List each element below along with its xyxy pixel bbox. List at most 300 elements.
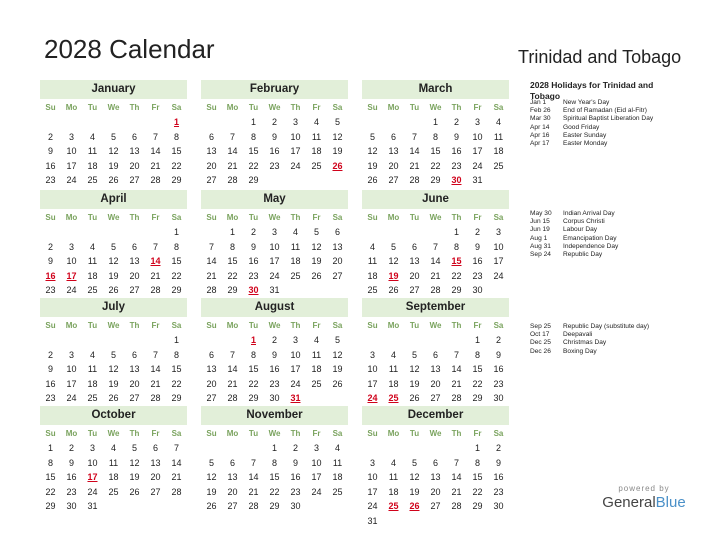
day-cell: 23 (269, 160, 280, 171)
day-cell: 27 (129, 175, 140, 186)
day-cell: 23 (248, 270, 259, 281)
day-cell: 14 (227, 364, 238, 375)
week-row (362, 470, 509, 485)
day-cell: 11 (311, 131, 322, 142)
holiday-date: Sep 24 (530, 250, 551, 258)
day-cell: 13 (332, 241, 343, 252)
day-cell: 5 (208, 457, 214, 468)
day-cell: 11 (87, 256, 98, 267)
weekday-header (201, 101, 348, 115)
day-cell: 17 (367, 486, 378, 497)
day-cell (40, 115, 61, 130)
day-cell: 23 (493, 486, 504, 497)
day-cell: 7 (152, 349, 158, 360)
day-cell: 8 (173, 131, 179, 142)
day-cell: 2 (250, 227, 256, 237)
day-cell: 25 (87, 175, 98, 186)
day-cell: 10 (367, 364, 378, 375)
weekday-header (40, 211, 187, 225)
weekday-label: We (429, 213, 442, 222)
day-cell: 19 (108, 160, 119, 171)
day-cell: 21 (206, 270, 217, 281)
week-row (40, 499, 187, 514)
day-cell: 28 (206, 285, 217, 296)
weekday-label: Tu (248, 103, 259, 112)
day-cell: 22 (171, 270, 182, 281)
holiday-row (530, 243, 700, 251)
holiday-date: Apr 17 (530, 139, 550, 147)
day-cell: 7 (208, 241, 214, 252)
day-cell (40, 333, 61, 348)
day-cell: 10 (269, 241, 280, 252)
weekday-label: Th (451, 213, 462, 222)
day-cell (145, 225, 166, 240)
week-row (201, 173, 348, 188)
day-cell: 17 (367, 378, 378, 389)
day-cell: 30 (493, 393, 504, 404)
day-cell (124, 333, 145, 348)
weekday-label: Mo (226, 213, 239, 222)
day-cell: 8 (474, 457, 480, 468)
weekday-label: Mo (65, 429, 78, 438)
week-row (201, 283, 348, 298)
day-cell: 8 (271, 457, 277, 468)
day-cell: 7 (229, 131, 235, 142)
day-cell: 24 (290, 378, 301, 389)
day-cell: 7 (250, 457, 256, 468)
month-march (362, 80, 509, 188)
weekday-label: Su (206, 103, 217, 112)
day-cell: 18 (332, 472, 343, 483)
day-cell (103, 499, 124, 514)
holiday-group (530, 99, 700, 148)
day-cell: 6 (131, 131, 137, 142)
weekday-label: Fr (151, 429, 160, 438)
day-cell (383, 115, 404, 130)
day-cell: 22 (45, 486, 56, 497)
day-cell (201, 333, 222, 348)
day-cell: 6 (208, 349, 214, 360)
holiday-day: 26 (409, 501, 420, 512)
day-cell: 23 (66, 486, 77, 497)
day-cell: 16 (248, 256, 259, 267)
day-cell: 7 (432, 241, 438, 252)
day-cell: 18 (493, 146, 504, 157)
day-cell: 14 (451, 364, 462, 375)
day-cell: 2 (292, 443, 298, 453)
page-title: 2028 Calendar (44, 34, 215, 64)
holiday-row (530, 235, 700, 243)
week-row (362, 283, 509, 298)
day-cell (222, 441, 243, 456)
holiday-name: Emancipation Day (563, 234, 617, 242)
weekday-header (40, 427, 187, 441)
month-june (362, 190, 509, 298)
weekday-label: We (268, 213, 281, 222)
weekday-label: Sa (493, 321, 504, 330)
holiday-name: Corpus Christi (563, 218, 605, 226)
day-cell: 15 (227, 256, 238, 267)
day-cell (362, 225, 383, 240)
week-row (362, 514, 509, 529)
day-cell: 25 (311, 378, 322, 389)
holiday-name: Deepavali (563, 331, 593, 339)
week-row (201, 115, 348, 130)
day-cell: 1 (229, 227, 235, 237)
holiday-name: Christmas Day (563, 339, 607, 347)
day-cell: 24 (87, 486, 98, 497)
weekday-label: Fr (312, 429, 321, 438)
day-cell: 4 (369, 241, 375, 252)
day-cell: 14 (171, 457, 182, 468)
day-cell: 29 (171, 285, 182, 296)
day-cell: 3 (474, 117, 480, 127)
weekday-label: Mo (387, 103, 400, 112)
day-cell: 13 (409, 256, 420, 267)
month-november (201, 406, 348, 514)
day-cell: 20 (129, 270, 140, 281)
holiday-day: 1 (173, 117, 179, 127)
holiday-row (530, 99, 700, 107)
weekday-label: We (429, 103, 442, 112)
day-cell: 9 (47, 364, 53, 375)
weekday-label: Fr (312, 213, 321, 222)
day-cell: 15 (248, 146, 259, 157)
day-cell: 28 (248, 501, 259, 512)
day-cell: 1 (453, 227, 459, 237)
day-cell (404, 225, 425, 240)
holiday-date: Apr 16 (530, 131, 550, 139)
weekday-label: Sa (171, 321, 182, 330)
day-cell: 27 (388, 175, 399, 186)
day-cell: 16 (290, 472, 301, 483)
weekday-label: Th (451, 321, 462, 330)
day-cell: 24 (367, 501, 378, 512)
holiday-day: 14 (150, 256, 161, 267)
day-cell: 2 (495, 335, 501, 345)
day-cell: 27 (430, 393, 441, 404)
day-cell: 15 (171, 364, 182, 375)
month-name: September (362, 298, 509, 317)
weekday-label: Fr (151, 321, 160, 330)
holiday-name: Republic Day (563, 250, 603, 258)
day-cell: 12 (129, 457, 140, 468)
day-cell: 8 (432, 131, 438, 142)
weekday-label: Tu (87, 429, 98, 438)
day-cell: 3 (369, 457, 375, 468)
day-cell: 26 (108, 175, 119, 186)
holiday-day: 25 (388, 393, 399, 404)
holiday-row (530, 124, 700, 132)
week-row (201, 441, 348, 456)
day-cell: 27 (129, 285, 140, 296)
day-cell: 18 (311, 146, 322, 157)
day-cell (404, 333, 425, 348)
weekday-label: Th (290, 103, 301, 112)
week-row (201, 333, 348, 348)
day-cell: 2 (495, 443, 501, 453)
day-cell: 13 (430, 472, 441, 483)
holiday-date: Feb 26 (530, 107, 551, 115)
day-cell: 20 (206, 378, 217, 389)
day-cell: 5 (334, 335, 340, 345)
day-cell: 23 (269, 378, 280, 389)
month-name: October (40, 406, 187, 425)
day-cell: 2 (47, 349, 53, 360)
day-cell: 20 (129, 160, 140, 171)
weekday-label: Sa (171, 213, 182, 222)
holiday-group (530, 210, 700, 259)
day-cell: 3 (292, 335, 298, 345)
day-cell: 22 (248, 160, 259, 171)
weekday-label: Th (290, 321, 301, 330)
day-cell: 28 (150, 175, 161, 186)
day-cell: 15 (248, 364, 259, 375)
week-row (362, 377, 509, 392)
day-cell (82, 333, 103, 348)
weekday-label: We (107, 429, 120, 438)
weekday-label: We (429, 429, 442, 438)
day-cell: 15 (472, 472, 483, 483)
day-cell: 29 (171, 175, 182, 186)
day-cell: 10 (66, 256, 77, 267)
day-cell: 13 (129, 364, 140, 375)
holiday-day: 31 (290, 393, 301, 404)
week-row (362, 485, 509, 500)
weekday-header (40, 101, 187, 115)
day-cell: 4 (390, 349, 396, 360)
weekday-label: Sa (332, 429, 343, 438)
day-cell: 25 (87, 285, 98, 296)
weekday-label: Mo (387, 429, 400, 438)
day-cell: 16 (269, 146, 280, 157)
holiday-date: Oct 17 (530, 331, 550, 339)
day-cell: 29 (472, 501, 483, 512)
day-cell: 14 (451, 472, 462, 483)
day-cell: 13 (206, 146, 217, 157)
day-cell: 11 (108, 457, 119, 468)
day-cell: 29 (227, 285, 238, 296)
day-cell: 20 (129, 378, 140, 389)
holiday-row (530, 339, 700, 347)
day-cell: 27 (206, 393, 217, 404)
weekday-header (40, 319, 187, 333)
day-cell: 2 (68, 443, 74, 453)
day-cell (124, 115, 145, 130)
day-cell (124, 499, 145, 514)
week-row (362, 348, 509, 363)
weekday-label: Th (290, 213, 301, 222)
day-cell (243, 441, 264, 456)
day-cell: 12 (409, 364, 420, 375)
day-cell: 18 (388, 486, 399, 497)
holiday-group (530, 323, 700, 356)
week-row (362, 391, 509, 406)
brand-blue: Blue (655, 494, 686, 511)
weekday-label: Th (129, 213, 140, 222)
weekday-label: Su (45, 321, 56, 330)
day-cell: 8 (250, 131, 256, 142)
day-cell: 2 (453, 117, 459, 127)
month-name: July (40, 298, 187, 317)
day-cell (327, 391, 348, 406)
weekday-label: Mo (65, 213, 78, 222)
day-cell: 6 (411, 241, 417, 252)
day-cell: 5 (131, 443, 137, 453)
week-row (201, 254, 348, 269)
day-cell: 17 (66, 160, 77, 171)
weekday-label: Th (290, 429, 301, 438)
holiday-day: 15 (451, 256, 462, 267)
month-name: November (201, 406, 348, 425)
weekday-header (201, 211, 348, 225)
day-cell: 23 (451, 160, 462, 171)
day-cell: 8 (229, 241, 235, 252)
weekday-label: Fr (151, 103, 160, 112)
day-cell: 2 (47, 241, 53, 252)
month-name: April (40, 190, 187, 209)
day-cell: 1 (271, 443, 277, 453)
week-row (40, 470, 187, 485)
day-cell: 8 (474, 349, 480, 360)
month-july (40, 298, 187, 421)
day-cell (327, 499, 348, 514)
day-cell (306, 391, 327, 406)
day-cell: 6 (390, 131, 396, 142)
day-cell: 14 (150, 146, 161, 157)
day-cell: 20 (430, 486, 441, 497)
day-cell (201, 115, 222, 130)
day-cell: 16 (472, 256, 483, 267)
day-cell: 6 (334, 227, 340, 237)
weekday-label: Sa (493, 213, 504, 222)
day-cell: 17 (290, 146, 301, 157)
weekday-label: Mo (387, 213, 400, 222)
week-row (40, 159, 187, 174)
day-cell (488, 283, 509, 298)
day-cell: 21 (248, 486, 259, 497)
day-cell: 22 (248, 378, 259, 389)
day-cell: 28 (150, 393, 161, 404)
weekday-label: Sa (171, 429, 182, 438)
weekday-label: Tu (87, 213, 98, 222)
day-cell: 7 (453, 457, 459, 468)
day-cell: 16 (451, 146, 462, 157)
month-october (40, 406, 187, 514)
day-cell: 29 (248, 393, 259, 404)
day-cell: 6 (152, 443, 158, 453)
day-cell: 15 (430, 146, 441, 157)
weekday-label: Su (367, 103, 378, 112)
holiday-date: Dec 26 (530, 347, 551, 355)
week-row (201, 159, 348, 174)
day-cell: 6 (208, 131, 214, 142)
day-cell: 22 (171, 378, 182, 389)
weekday-label: Tu (87, 321, 98, 330)
week-row (362, 441, 509, 456)
weekday-header (362, 101, 509, 115)
week-row (362, 225, 509, 240)
weekday-label: Su (206, 429, 217, 438)
day-cell: 25 (332, 486, 343, 497)
day-cell: 4 (292, 227, 298, 237)
day-cell: 23 (45, 285, 56, 296)
week-row (362, 130, 509, 145)
weekday-header (201, 427, 348, 441)
day-cell (383, 441, 404, 456)
day-cell (446, 333, 467, 348)
weekday-label: Fr (473, 213, 482, 222)
holiday-date: May 30 (530, 210, 552, 217)
holiday-date: Sep 25 (530, 323, 551, 330)
day-cell: 10 (66, 146, 77, 157)
day-cell: 1 (47, 443, 53, 453)
holiday-day: 16 (45, 270, 56, 281)
day-cell (103, 333, 124, 348)
holiday-row (530, 140, 700, 148)
day-cell: 11 (87, 364, 98, 375)
day-cell: 16 (45, 160, 56, 171)
day-cell: 27 (129, 393, 140, 404)
day-cell: 19 (206, 486, 217, 497)
day-cell: 18 (367, 270, 378, 281)
day-cell: 3 (369, 349, 375, 360)
day-cell: 18 (87, 378, 98, 389)
month-may (201, 190, 348, 298)
month-name: March (362, 80, 509, 99)
week-row (40, 485, 187, 500)
holiday-date: Mar 30 (530, 115, 551, 123)
day-cell: 5 (334, 117, 340, 127)
day-cell: 4 (89, 349, 95, 360)
week-row (362, 254, 509, 269)
day-cell: 15 (171, 256, 182, 267)
month-january (40, 80, 187, 203)
day-cell: 8 (173, 349, 179, 360)
day-cell (222, 115, 243, 130)
holiday-name: Spiritual Baptist Liberation Day (563, 115, 654, 123)
holiday-name: Good Friday (563, 123, 600, 131)
day-cell (404, 115, 425, 130)
day-cell: 24 (66, 175, 77, 186)
day-cell: 13 (206, 364, 217, 375)
day-cell: 21 (171, 472, 182, 483)
day-cell: 1 (250, 117, 256, 127)
day-cell: 21 (227, 378, 238, 389)
day-cell: 21 (150, 378, 161, 389)
week-row (40, 225, 187, 240)
day-cell: 16 (269, 364, 280, 375)
day-cell: 10 (493, 241, 504, 252)
day-cell: 1 (432, 117, 438, 127)
week-row (362, 269, 509, 284)
weekday-label: Sa (332, 103, 343, 112)
weekday-label: Th (451, 429, 462, 438)
day-cell: 5 (411, 457, 417, 468)
day-cell: 26 (311, 270, 322, 281)
holiday-name: Boxing Day (563, 347, 597, 355)
holiday-day: 26 (332, 160, 343, 171)
day-cell: 18 (87, 270, 98, 281)
month-august (201, 298, 348, 406)
day-cell: 1 (173, 335, 179, 345)
weekday-label: Su (367, 321, 378, 330)
day-cell: 4 (110, 443, 116, 453)
day-cell: 1 (474, 443, 480, 453)
day-cell: 28 (409, 175, 420, 186)
day-cell (446, 441, 467, 456)
day-cell: 17 (290, 364, 301, 375)
